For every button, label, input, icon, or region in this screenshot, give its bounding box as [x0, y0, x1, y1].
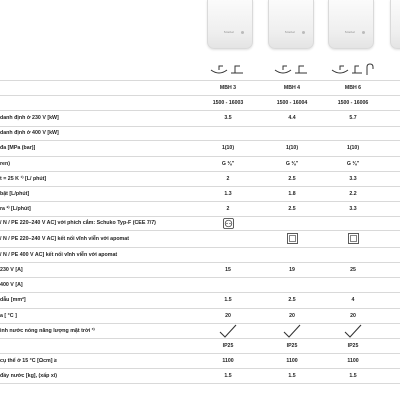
row-label: bật [L/phút]	[0, 190, 30, 197]
row-value: IP25	[222, 342, 234, 349]
table-row	[0, 308, 400, 324]
row-value: 1(10)	[221, 145, 235, 151]
shower-faucet-icon	[273, 63, 311, 77]
table-row	[0, 277, 400, 293]
row-value: 1100	[286, 357, 298, 364]
row-value	[262, 230, 322, 247]
row-value	[262, 323, 322, 338]
row-value	[198, 230, 258, 247]
table-row	[0, 186, 400, 202]
schuko-socket-icon	[223, 218, 234, 229]
table-row	[0, 95, 400, 111]
row-value	[198, 247, 258, 262]
row-value: 1.5	[349, 372, 357, 379]
table-row	[0, 126, 400, 141]
sink-faucet-icon	[209, 63, 247, 77]
row-label: danh định ở 400 V [kW]	[0, 130, 59, 136]
row-value: 20	[289, 312, 295, 319]
row-label: / N / PE 220–240 V AC] kết nối vĩnh viễn với apomat	[0, 235, 129, 242]
row-value	[198, 216, 258, 230]
checkmark-icon	[283, 324, 301, 338]
junction-box-icon	[348, 233, 359, 244]
product-image-partial	[390, 0, 400, 50]
row-label: t = 25 K ¹⁾ [L/ phút]	[0, 175, 47, 182]
table-row	[0, 323, 400, 339]
product-brand: Stiebel	[344, 30, 356, 34]
row-value: 4.4	[288, 115, 296, 121]
row-value: G ⅜"	[221, 160, 235, 167]
table-row	[0, 80, 400, 96]
row-value: 4	[351, 297, 355, 303]
row-label: cụ thể ở 15 °C [Ωcm] ≥	[0, 357, 57, 364]
row-label: 400 V [A]	[0, 281, 23, 288]
row-value: IP25	[347, 342, 359, 349]
product-image-mbh4	[268, 0, 312, 50]
row-value	[262, 126, 322, 140]
row-value: 3.3	[349, 175, 357, 182]
row-value: MBH 3	[219, 84, 237, 91]
row-value	[323, 230, 383, 247]
row-value: 3.3	[349, 205, 357, 212]
row-value: 2.5	[288, 175, 296, 182]
row-value: 1.5	[224, 372, 232, 379]
product-brand: Stiebel	[223, 30, 235, 34]
row-value: 25	[350, 266, 356, 273]
row-value: G ⅜"	[285, 160, 299, 167]
row-label: / N / PE 220–240 V AC] với phích cắm: Schuko Typ-F (CEE 7/7)	[0, 220, 156, 226]
table-row	[0, 216, 400, 231]
row-label: danh định ở 230 V [kW]	[0, 115, 59, 121]
row-value	[262, 247, 322, 262]
faucet-icon-group	[323, 60, 383, 80]
table-row	[0, 338, 400, 354]
row-value: 1.5	[224, 297, 232, 303]
row-value: 20	[225, 312, 231, 319]
row-value: 1500 - 16004	[276, 99, 308, 106]
row-label: / N / PE 400 V AC] kết nối vĩnh viễn với apomat	[0, 251, 118, 258]
row-label: a [ °C ]	[0, 312, 17, 319]
table-row	[0, 230, 400, 248]
table-row	[0, 156, 400, 172]
row-label: đầy nước [kg], (xấp xỉ)	[0, 372, 58, 379]
junction-box-icon	[287, 233, 298, 244]
product-image-mbh3	[207, 0, 251, 50]
row-value	[323, 216, 383, 230]
row-value: 1.5	[288, 372, 296, 379]
row-value: 1.8	[288, 190, 296, 197]
row-value: 1500 - 16003	[212, 99, 244, 106]
checkmark-icon	[219, 324, 237, 338]
table-row	[0, 171, 400, 187]
faucet-icon-group	[198, 60, 258, 80]
row-value: 2	[226, 205, 230, 212]
row-value: 1100	[347, 357, 359, 364]
row-value: 1(10)	[346, 145, 360, 151]
checkmark-icon	[344, 324, 362, 338]
product-brand: Stiebel	[284, 30, 296, 34]
table-row	[0, 368, 400, 384]
row-value: MBH 4	[283, 84, 301, 91]
faucet-icon-group	[262, 60, 322, 80]
row-value: IP25	[286, 342, 298, 349]
table-row	[0, 110, 400, 127]
row-value: 3.5	[224, 115, 232, 121]
table-row	[0, 292, 400, 309]
row-value: 5.7	[349, 115, 357, 121]
faucet-icons-row	[0, 60, 400, 81]
row-value	[262, 216, 322, 230]
row-value: 1.3	[224, 190, 232, 197]
table-row	[0, 247, 400, 263]
row-value	[323, 277, 383, 292]
row-value	[262, 277, 322, 292]
row-value	[323, 126, 383, 140]
row-value: 20	[350, 312, 356, 319]
row-value	[198, 323, 258, 338]
row-value: 15	[225, 266, 231, 273]
row-value: 2.2	[349, 190, 357, 197]
row-value: 1100	[222, 357, 234, 364]
row-value	[323, 323, 383, 338]
product-images	[0, 0, 400, 58]
row-value: 1500 - 16006	[337, 99, 369, 106]
row-value: 2	[226, 175, 230, 182]
row-value: 2.5	[288, 297, 296, 303]
table-row	[0, 353, 400, 369]
sink-tall-faucet-icon	[330, 63, 376, 77]
table-row	[0, 140, 400, 157]
row-value: 19	[289, 266, 295, 273]
row-value	[198, 126, 258, 140]
row-value	[198, 277, 258, 292]
row-label: 230 V [A]	[0, 266, 23, 273]
row-label: ren)	[0, 160, 11, 167]
row-value	[323, 247, 383, 262]
row-label: dẫu [mm²]	[0, 297, 26, 303]
row-label: ình nước nóng năng lượng mặt trời ³⁾	[0, 327, 95, 334]
row-value: MBH 6	[344, 84, 362, 91]
table-row	[0, 262, 400, 278]
row-value: G ⅜"	[346, 160, 360, 167]
product-image-mbh6	[328, 0, 372, 50]
row-label: đa [MPa (bar)]	[0, 145, 36, 151]
row-label: ra ²⁾ [L/phút]	[0, 205, 31, 212]
row-value: 1(10)	[285, 145, 299, 151]
table-row	[0, 201, 400, 217]
row-value: 2.5	[288, 205, 296, 212]
